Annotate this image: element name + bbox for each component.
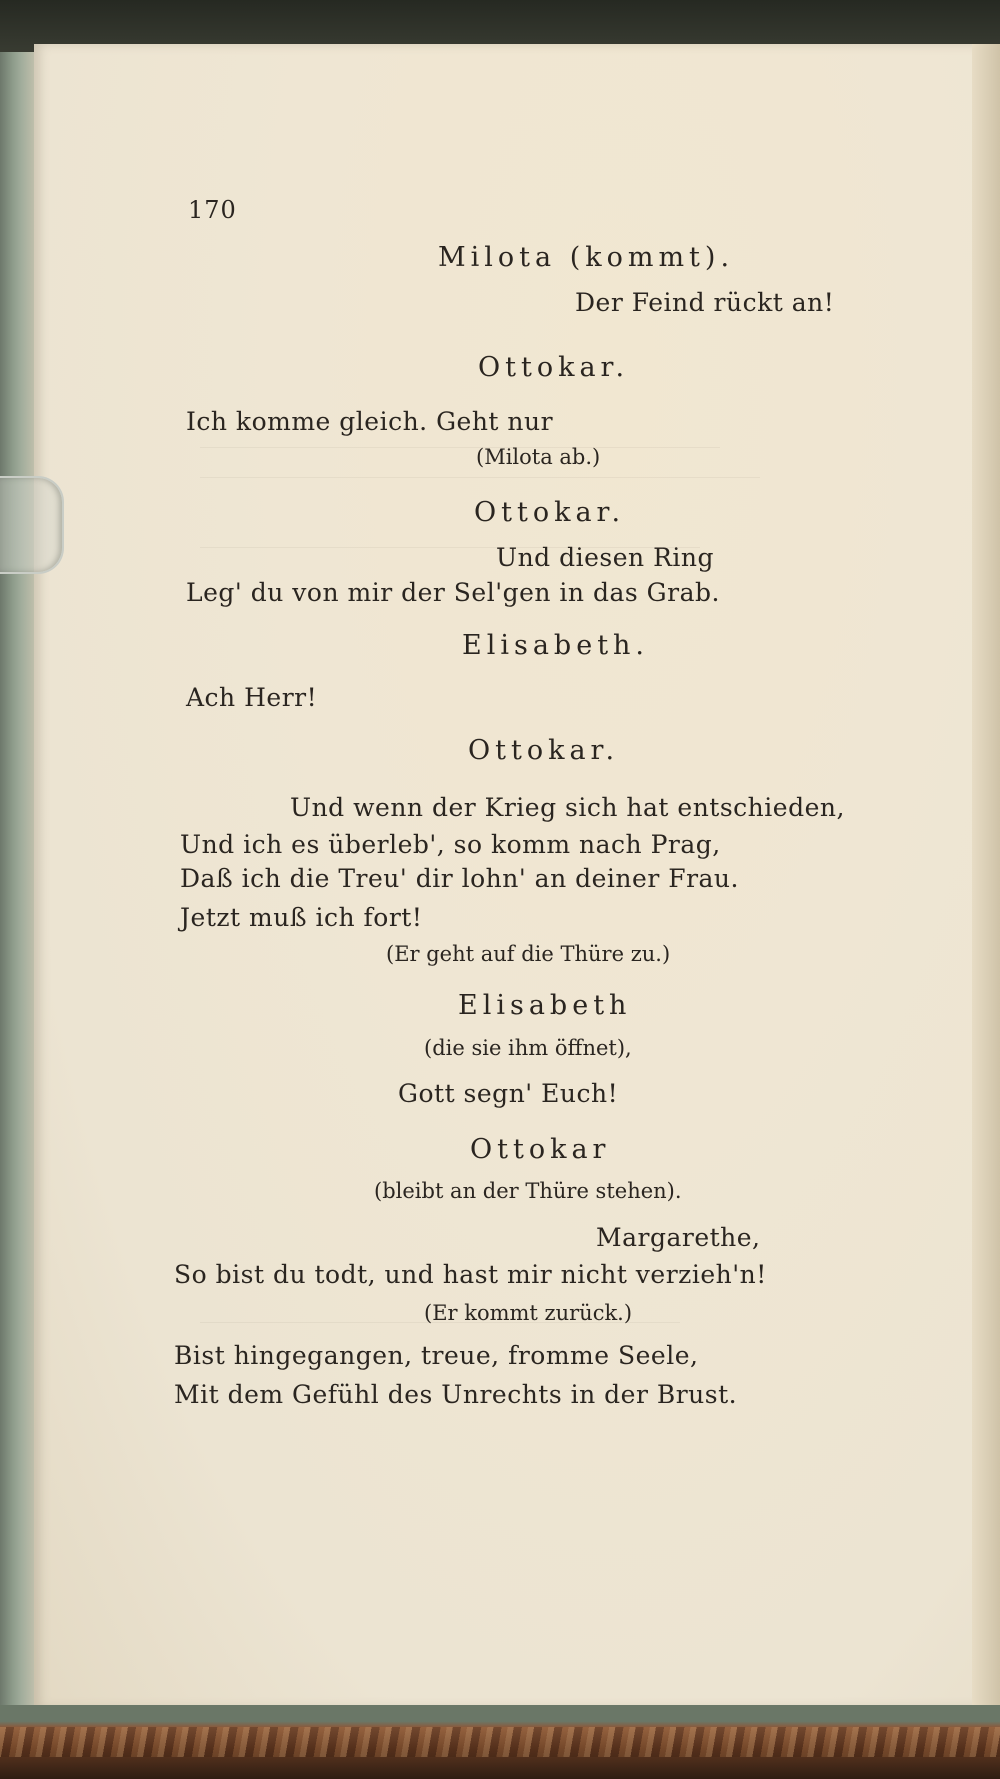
- speaker-milota: Milota (kommt).: [438, 242, 735, 273]
- verse-line: Und wenn der Krieg sich hat entschieden,: [290, 793, 845, 822]
- verse-line: Leg' du von mir der Sel'gen in das Grab.: [186, 578, 720, 607]
- verse-line: Bist hingegangen, treue, fromme Seele,: [174, 1341, 699, 1370]
- verse-line: Gott segn' Euch!: [398, 1079, 619, 1108]
- stage-direction: (die sie ihm öffnet),: [424, 1036, 632, 1060]
- verse-line: Der Feind rückt an!: [575, 288, 835, 317]
- stage-direction: (bleibt an der Thüre stehen).: [374, 1179, 682, 1203]
- stage-direction: (Er geht auf die Thüre zu.): [386, 942, 671, 966]
- book-cover-bottom: [0, 1705, 1000, 1779]
- speaker-ottokar: Ottokar.: [478, 352, 630, 383]
- page-number: 170: [188, 196, 237, 224]
- verse-line: Jetzt muß ich fort!: [180, 903, 423, 932]
- speaker-ottokar: Ottokar.: [468, 735, 620, 766]
- verse-line: Mit dem Gefühl des Unrechts in der Brust.: [174, 1380, 738, 1409]
- book-binding-edge: [0, 52, 36, 1732]
- speaker-elisabeth: Elisabeth: [458, 990, 632, 1021]
- page-edge: [972, 44, 1000, 1724]
- speaker-elisabeth: Elisabeth.: [462, 630, 650, 661]
- verse-line: Margarethe,: [596, 1223, 761, 1252]
- speaker-ottokar: Ottokar.: [474, 497, 626, 528]
- verse-line: Ich komme gleich. Geht nur: [186, 407, 554, 436]
- page-clip-icon: [0, 476, 64, 574]
- stage-direction: (Milota ab.): [476, 445, 601, 469]
- verse-line: Ach Herr!: [186, 683, 318, 712]
- verse-line: Daß ich die Treu' dir lohn' an deiner Frau.: [180, 864, 739, 893]
- verse-line: Und diesen Ring: [496, 543, 715, 572]
- verse-line: So bist du todt, und hast mir nicht verzieh'n!: [174, 1260, 767, 1289]
- verse-line: Und ich es überleb', so komm nach Prag,: [180, 830, 721, 859]
- stage-direction: (Er kommt zurück.): [424, 1301, 633, 1325]
- speaker-ottokar: Ottokar: [470, 1134, 611, 1165]
